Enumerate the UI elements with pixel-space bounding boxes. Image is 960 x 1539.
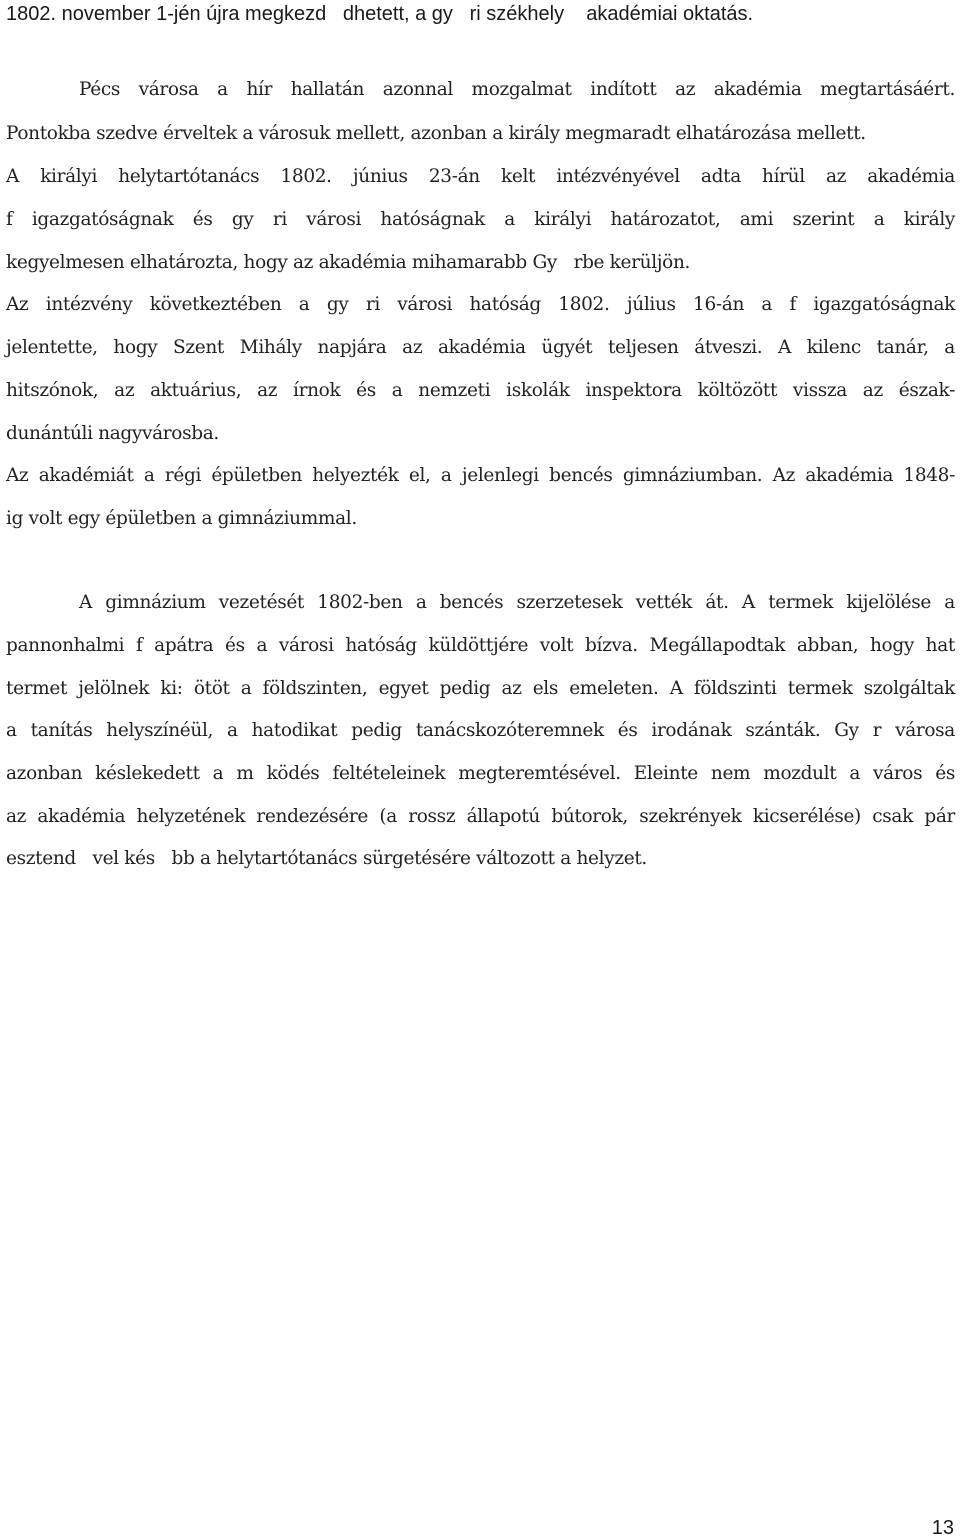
text-line: dunántúli nagyvárosba. (6, 423, 219, 444)
text-line: Pécs városa a hír hallatán azonnal mozgalmat indított az akadémia megtartásáért. (79, 79, 955, 100)
text-line: esztend vel kés bb a helytartótanács sürgetésére változott a helyzet. (6, 848, 647, 869)
text-line: A gimnázium vezetését 1802-ben a bencés szerzetesek vették át. A termek kijelölése a (79, 592, 955, 613)
text-line: termet jelölnek ki: ötöt a földszinten, egyet pedig az els emeleten. A földszinti termek szolgáltak (6, 678, 955, 699)
text-line: Pontokba szedve érveltek a városuk mellett, azonban a király megmaradt elhatározása mellett. (6, 123, 866, 144)
text-line: Az akadémiát a régi épületben helyezték el, a jelenlegi bencés gimnáziumban. Az akadémia 1848- (6, 465, 955, 486)
text-line: a tanítás helyszínéül, a hatodikat pedig tanácskozóteremnek és irodának szánták. Gy r városa (6, 720, 955, 741)
text-line: kegyelmesen elhatározta, hogy az akadémia mihamarabb Gy rbe kerüljön. (6, 252, 691, 273)
text-line: jelentette, hogy Szent Mihály napjára az akadémia ügyét teljesen átveszi. A kilenc tanár, a (6, 337, 955, 358)
text-line: Az intézvény következtében a gy ri városi hatóság 1802. július 16-án a f igazgatóságnak (6, 294, 955, 315)
text-line: f igazgatóságnak és gy ri városi hatóságnak a királyi határozatot, ami szerint a király (6, 209, 955, 230)
text-line: ig volt egy épületben a gimnáziummal. (6, 508, 357, 529)
text-line: A királyi helytartótanács 1802. június 23-án kelt intézvényével adta hírül az akadémia (6, 166, 955, 187)
text-line: hitszónok, az aktuárius, az írnok és a nemzeti iskolák inspektora költözött vissza az észak- (6, 380, 955, 401)
heading-line: 1802. november 1-jén újra megkezd dhetett, a gy ri székhely akadémiai oktatás. (6, 3, 754, 25)
text-line: az akadémia helyzetének rendezésére (a rossz állapotú bútorok, szekrények kicserélése) csak pár (6, 806, 955, 827)
text-line: pannonhalmi f apátra és a városi hatóság küldöttjére volt bízva. Megállapodtak abban, hogy hat (6, 635, 955, 656)
page-number: 13 (931, 1517, 954, 1539)
text-line: azonban késlekedett a m ködés feltételeinek megteremtésével. Eleinte nem mozdult a város és (6, 763, 955, 784)
